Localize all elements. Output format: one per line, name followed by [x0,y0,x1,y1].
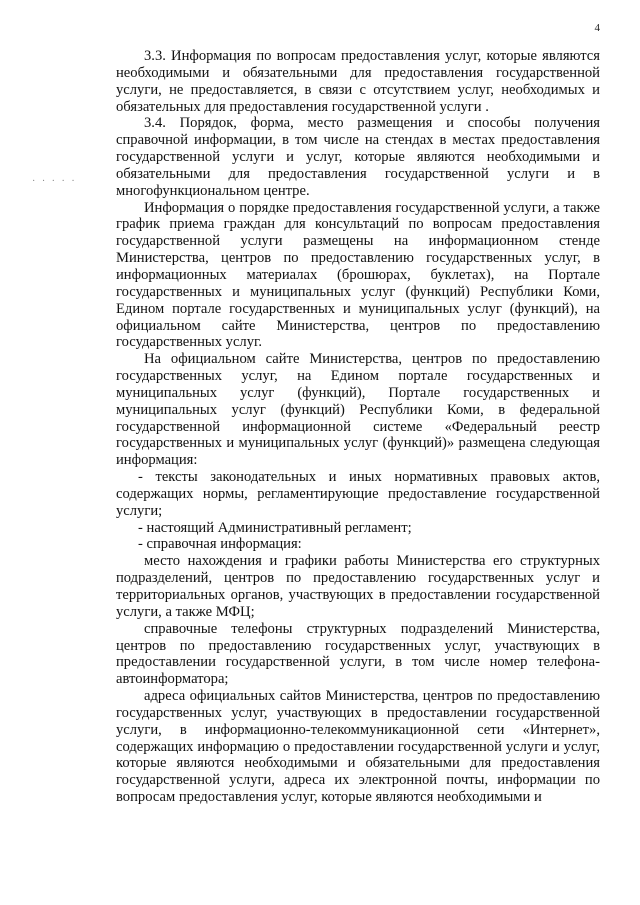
list-item-regulation: - настоящий Административный регламент; [138,519,412,536]
page-number: 4 [594,22,600,34]
list-item-reference-info: - справочная информация: [138,536,302,553]
paragraph-websites: адреса официальных сайтов Министерства, центров по предоставлению государственных услуг, участвующих в предоставлении государственной услуги, в информационно-телекоммуникационной сети «Интернет», содержащих информацию о предоставлении государственной услуги и услуг, которые являются необходимыми и обязательными для предоставления государственной услуги, адреса их электронной почты, информации по вопросам предоставления услуг, которые являются необходимыми и [116,688,600,806]
list-item-legal-texts: - тексты законодательных и иных нормативных правовых актов, содержащих нормы, регламентирующие предоставление государственной услуги; [116,469,600,519]
paragraph-3-4: 3.4. Порядок, форма, место размещения и способы получения справочной информации, в том числе на стендах в местах предоставления государственной услуги и услуг, которые являются необходимыми и обязательными для предоставления государственной услуги и в многофункциональном центре. [116,115,600,199]
paragraph-location-schedule: место нахождения и графики работы Министерства его структурных подразделений, центров по предоставлению государственных услуг и территориальных органов, участвующих в предоставлении государственной услуги, а также МФЦ; [116,553,600,620]
paragraph-info-order: Информация о порядке предоставления государственной услуги, а также график приема граждан для консультаций по вопросам предоставления государственной услуги размещены на информационном стенде Министерства, центров по предоставлению государственных услуг, в информационных материалах (брошюрах, буклетах), на Портале государственных и муниципальных услуг (функций) Республики Коми, Едином портале государственных и муниципальных услуг (функций), на официальном сайте Министерства, центров по предоставлению государственных услуг. [116,199,600,351]
scan-artifact: · · · · · [32,176,77,187]
paragraph-phones: справочные телефоны структурных подразделений Министерства, центров по предоставлению государственных услуг, участвующих в предоставлении государственной услуги, в том числе номер телефона-автоинформатора; [116,620,600,688]
document-body [116,48,600,806]
paragraph-3-3: 3.3. Информация по вопросам предоставления услуг, которые являются необходимыми и обязательными для предоставления государственной услуги, не предоставляется, в связи с отсутствием услуг, необходимых и обязательных для предоставления государственной услуги . [116,48,600,115]
paragraph-official-site: На официальном сайте Министерства, центров по предоставлению государственных услуг, на Едином портале государственных и муниципальных услуг (функций), Портале государственных и муниципальных услуг (функций) Республики Коми, в федеральной государственной информационной системе «Федеральный реестр государственных и муниципальных услуг (функций)» размещена следующая информация: [116,351,600,469]
